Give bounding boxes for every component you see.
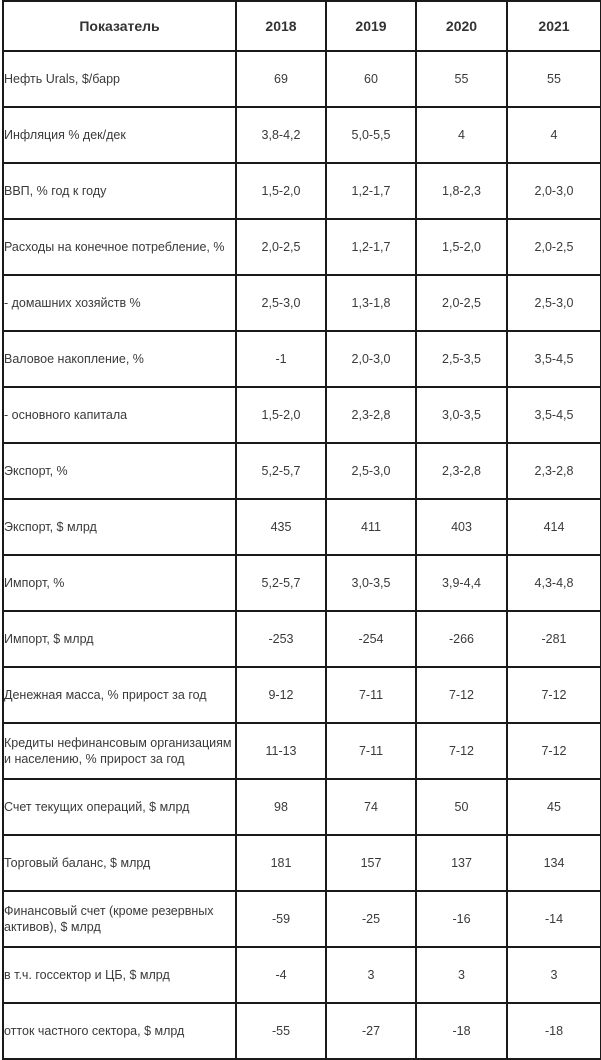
- value-cell: 7-11: [326, 723, 416, 779]
- value-cell: 137: [416, 835, 507, 891]
- value-cell: 2,5-3,0: [326, 443, 416, 499]
- value-cell: 50: [416, 779, 507, 835]
- row-label: отток частного сектора, $ млрд: [3, 1003, 236, 1059]
- indicators-table: [2, 0, 601, 1060]
- value-cell: 181: [236, 835, 326, 891]
- column-header-2019: 2019: [326, 1, 416, 51]
- value-cell: -59: [236, 891, 326, 947]
- value-cell: 3,0-3,5: [326, 555, 416, 611]
- row-label: ВВП, % год к году: [3, 163, 236, 219]
- value-cell: -266: [416, 611, 507, 667]
- value-cell: -254: [326, 611, 416, 667]
- row-label: - домашних хозяйств %: [3, 275, 236, 331]
- row-label: Денежная масса, % прирост за год: [3, 667, 236, 723]
- value-cell: 9-12: [236, 667, 326, 723]
- row-label: Финансовый счет (кроме резервных активов), $ млрд: [3, 891, 236, 947]
- value-cell: 2,0-2,5: [236, 219, 326, 275]
- value-cell: -27: [326, 1003, 416, 1059]
- value-cell: 2,0-2,5: [416, 275, 507, 331]
- table-row: [3, 891, 601, 947]
- table-row: [3, 275, 601, 331]
- value-cell: 3,5-4,5: [507, 387, 601, 443]
- value-cell: 2,5-3,5: [416, 331, 507, 387]
- table-row: [3, 219, 601, 275]
- value-cell: 2,5-3,0: [507, 275, 601, 331]
- row-label: - основного капитала: [3, 387, 236, 443]
- value-cell: 403: [416, 499, 507, 555]
- table-header-row: [3, 1, 601, 51]
- value-cell: 4: [507, 107, 601, 163]
- table-row: [3, 947, 601, 1003]
- value-cell: 2,5-3,0: [236, 275, 326, 331]
- value-cell: 7-12: [416, 667, 507, 723]
- value-cell: 55: [507, 51, 601, 107]
- table-row: [3, 1003, 601, 1059]
- value-cell: 134: [507, 835, 601, 891]
- value-cell: 3,5-4,5: [507, 331, 601, 387]
- value-cell: -4: [236, 947, 326, 1003]
- row-label: Торговый баланс, $ млрд: [3, 835, 236, 891]
- value-cell: -16: [416, 891, 507, 947]
- value-cell: -281: [507, 611, 601, 667]
- value-cell: 3,0-3,5: [416, 387, 507, 443]
- value-cell: 435: [236, 499, 326, 555]
- table-row: [3, 387, 601, 443]
- value-cell: 3: [416, 947, 507, 1003]
- value-cell: 5,2-5,7: [236, 443, 326, 499]
- column-header-2021: 2021: [507, 1, 601, 51]
- value-cell: 7-12: [416, 723, 507, 779]
- table-row: [3, 779, 601, 835]
- value-cell: 411: [326, 499, 416, 555]
- table-row: [3, 163, 601, 219]
- table-row: [3, 835, 601, 891]
- value-cell: 3,9-4,4: [416, 555, 507, 611]
- value-cell: 2,0-3,0: [507, 163, 601, 219]
- row-label: Экспорт, %: [3, 443, 236, 499]
- value-cell: 2,3-2,8: [326, 387, 416, 443]
- table-row: [3, 499, 601, 555]
- value-cell: 45: [507, 779, 601, 835]
- value-cell: 1,5-2,0: [236, 387, 326, 443]
- value-cell: 157: [326, 835, 416, 891]
- value-cell: -253: [236, 611, 326, 667]
- table-row: [3, 51, 601, 107]
- row-label: Расходы на конечное потребление, %: [3, 219, 236, 275]
- value-cell: 7-11: [326, 667, 416, 723]
- value-cell: 4,3-4,8: [507, 555, 601, 611]
- value-cell: 11-13: [236, 723, 326, 779]
- row-label: Нефть Urals, $/барр: [3, 51, 236, 107]
- value-cell: 2,3-2,8: [507, 443, 601, 499]
- column-header-indicator: Показатель: [3, 1, 236, 51]
- row-label: Счет текущих операций, $ млрд: [3, 779, 236, 835]
- value-cell: -18: [416, 1003, 507, 1059]
- value-cell: 69: [236, 51, 326, 107]
- value-cell: -25: [326, 891, 416, 947]
- value-cell: 3: [507, 947, 601, 1003]
- value-cell: 1,5-2,0: [416, 219, 507, 275]
- table-row: [3, 611, 601, 667]
- row-label: Импорт, %: [3, 555, 236, 611]
- value-cell: -14: [507, 891, 601, 947]
- value-cell: 1,3-1,8: [326, 275, 416, 331]
- value-cell: 7-12: [507, 667, 601, 723]
- row-label: Инфляция % дек/дек: [3, 107, 236, 163]
- row-label: Импорт, $ млрд: [3, 611, 236, 667]
- value-cell: 1,2-1,7: [326, 163, 416, 219]
- row-label: Экспорт, $ млрд: [3, 499, 236, 555]
- value-cell: 2,0-3,0: [326, 331, 416, 387]
- value-cell: 3,8-4,2: [236, 107, 326, 163]
- value-cell: 3: [326, 947, 416, 1003]
- column-header-2020: 2020: [416, 1, 507, 51]
- value-cell: 7-12: [507, 723, 601, 779]
- value-cell: 1,5-2,0: [236, 163, 326, 219]
- value-cell: 74: [326, 779, 416, 835]
- value-cell: -55: [236, 1003, 326, 1059]
- value-cell: 1,2-1,7: [326, 219, 416, 275]
- value-cell: 414: [507, 499, 601, 555]
- table-row: [3, 443, 601, 499]
- table-row: [3, 723, 601, 779]
- table-row: [3, 555, 601, 611]
- value-cell: 5,0-5,5: [326, 107, 416, 163]
- value-cell: -1: [236, 331, 326, 387]
- value-cell: 55: [416, 51, 507, 107]
- table-row: [3, 107, 601, 163]
- value-cell: 2,3-2,8: [416, 443, 507, 499]
- value-cell: 2,0-2,5: [507, 219, 601, 275]
- column-header-2018: 2018: [236, 1, 326, 51]
- row-label: в т.ч. госсектор и ЦБ, $ млрд: [3, 947, 236, 1003]
- value-cell: 1,8-2,3: [416, 163, 507, 219]
- table-row: [3, 331, 601, 387]
- table-row: [3, 667, 601, 723]
- value-cell: 5,2-5,7: [236, 555, 326, 611]
- value-cell: -18: [507, 1003, 601, 1059]
- row-label: Валовое накопление, %: [3, 331, 236, 387]
- value-cell: 60: [326, 51, 416, 107]
- value-cell: 98: [236, 779, 326, 835]
- value-cell: 4: [416, 107, 507, 163]
- row-label: Кредиты нефинансовым организациям и населению, % прирост за год: [3, 723, 236, 779]
